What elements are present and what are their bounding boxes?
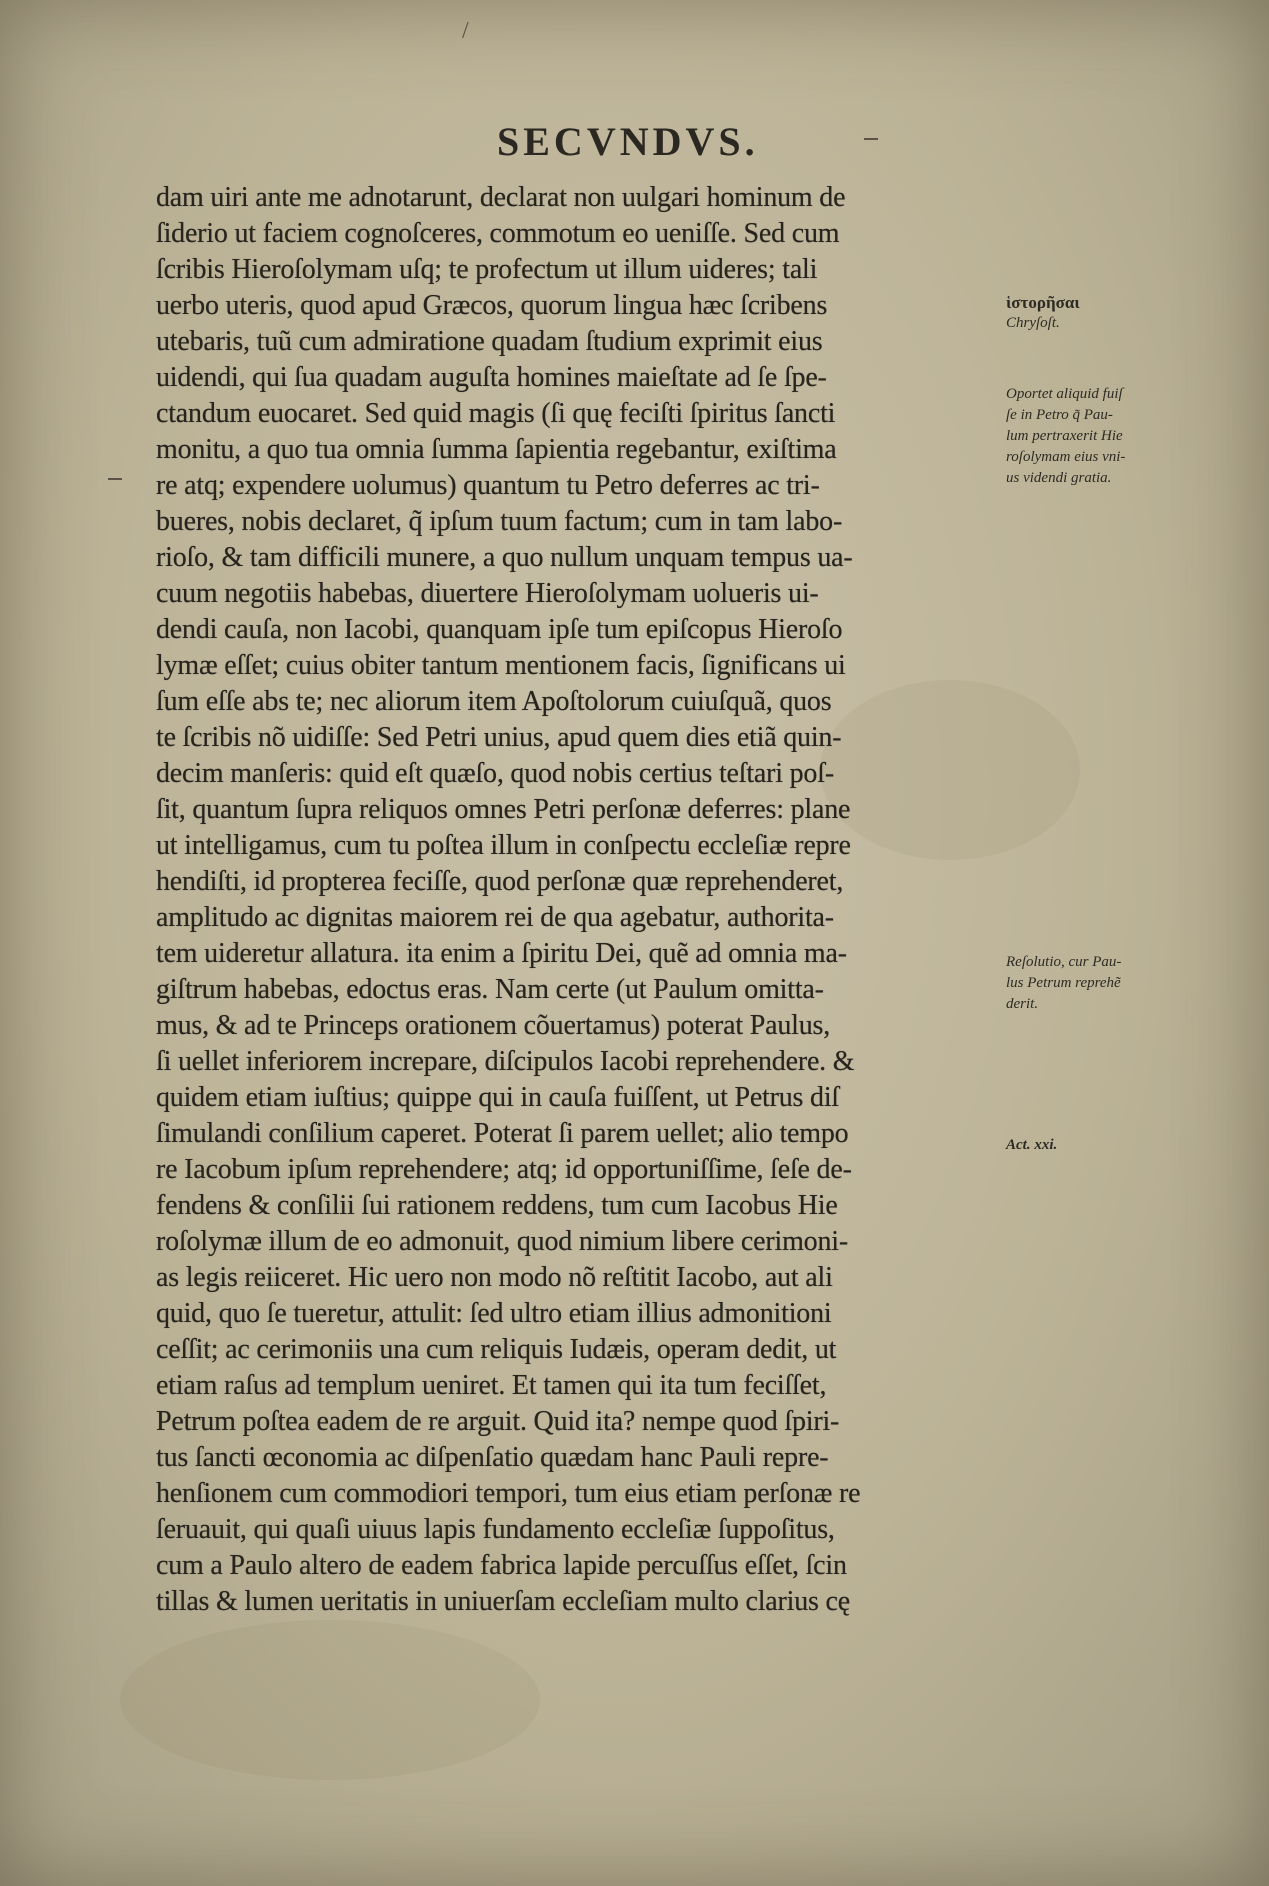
text-line: re atq; expendere uolumus) quantum tu Petro deferres ac tri- xyxy=(156,470,820,501)
text-line: roſolymæ illum de eo admonuit, quod nimium libere cerimoni- xyxy=(156,1226,848,1257)
running-head: SECVNDVS. xyxy=(497,119,759,164)
margin-note-line: ſe in Petro q̃ Pau- xyxy=(1006,407,1113,423)
text-line: ſeruauit, qui quaſi uiuus lapis fundamento eccleſiæ ſuppoſitus, xyxy=(156,1514,835,1545)
text-line: dam uiri ante me adnotarunt, declarat non uulgari hominum de xyxy=(156,182,846,213)
text-line: tus ſancti œconomia ac diſpenſatio quædam hanc Pauli repre- xyxy=(156,1442,829,1473)
margin-note-line: ἱστορῆσαι xyxy=(1006,293,1080,312)
margin-note-line: lum pertraxerit Hie xyxy=(1006,428,1123,444)
margin-note-line: lus Petrum reprehẽ xyxy=(1006,975,1121,991)
text-line: henſionem cum commodiori tempori, tum eius etiam perſonæ re xyxy=(156,1478,861,1509)
margin-note-oportet xyxy=(1006,384,1201,489)
margin-note-line: derit. xyxy=(1006,996,1039,1012)
text-line: bueres, nobis declaret, q̃ ipſum tuum factum; cum in tam labo- xyxy=(156,506,843,537)
text-line: decim manſeris: quid eſt quæſo, quod nobis certius teſtari poſ- xyxy=(156,758,834,789)
top-mark: / xyxy=(462,18,469,44)
text-line: monitu, a quo tua omnia ſumma ſapientia regebantur, exiſtima xyxy=(156,434,837,465)
text-line: cum a Paulo altero de eadem fabrica lapide percuſſus eſſet, ſcin xyxy=(156,1550,847,1581)
text-line: uidendi, qui ſua quadam auguſta homines maieſtate ad ſe ſpe- xyxy=(156,362,827,393)
text-line: ſcribis Hieroſolymam uſq; te profectum ut illum uideres; tali xyxy=(156,254,818,285)
margin-dash xyxy=(108,478,122,480)
text-line: etiam raſus ad templum ueniret. Et tamen qui ita tum feciſſet, xyxy=(156,1370,827,1401)
margin-note-resolutio xyxy=(1006,952,1201,1015)
text-line: fendens & conſilii ſui rationem reddens, tum cum Iacobus Hie xyxy=(156,1190,838,1221)
margin-note-act: Act. xxi. xyxy=(1006,1137,1058,1153)
text-line: lymæ eſſet; cuius obiter tantum mentionem facis, ſignificans ui xyxy=(156,650,846,681)
text-line: ſit, quantum ſupra reliquos omnes Petri perſonæ deferres: plane xyxy=(156,794,851,825)
margin-note-line: Reſolutio, cur Pau- xyxy=(1006,954,1122,970)
text-line: dendi cauſa, non Iacobi, quanquam ipſe tum epiſcopus Hieroſo xyxy=(156,614,843,645)
text-line: re Iacobum ipſum reprehendere; atq; id opportuniſſime, ſeſe de- xyxy=(156,1154,852,1185)
text-line: tem uideretur allatura. ita enim a ſpiritu Dei, quẽ ad omnia ma- xyxy=(156,938,847,969)
margin-note-greek xyxy=(1006,292,1201,334)
text-line: amplitudo ac dignitas maiorem rei de qua agebatur, authorita- xyxy=(156,902,834,933)
text-line: ſimulandi conſilium caperet. Poterat ſi parem uellet; alio tempo xyxy=(156,1118,849,1149)
text-line: ſi uellet inferiorem increpare, diſcipulos Iacobi reprehendere. & xyxy=(156,1046,855,1077)
text-line: ſiderio ut faciem cognoſceres, commotum eo ueniſſe. Sed cum xyxy=(156,218,840,249)
margin-dash xyxy=(864,138,878,140)
text-line: utebaris, tuũ cum admiratione quadam ſtudium exprimit eius xyxy=(156,326,823,357)
margin-note-line: Oportet aliquid fuiſ xyxy=(1006,386,1123,402)
text-line: uerbo uteris, quod apud Græcos, quorum lingua hæc ſcribens xyxy=(156,290,828,321)
text-line: rioſo, & tam difficili munere, a quo nullum unquam tempus ua- xyxy=(156,542,853,573)
text-line: hendiſti, id propterea feciſſe, quod perſonæ quæ reprehenderet, xyxy=(156,866,844,897)
margin-note-line: roſolymam eius vni- xyxy=(1006,449,1126,465)
text-line: as legis reiiceret. Hic uero non modo nõ reſtitit Iacobo, aut ali xyxy=(156,1262,833,1293)
margin-note-line: us videndi gratia. xyxy=(1006,470,1112,486)
text-line: quid, quo ſe tueretur, attulit: ſed ultro etiam illius admonitioni xyxy=(156,1298,832,1329)
text-line: ut intelligamus, cum tu poſtea illum in conſpectu eccleſiæ repre xyxy=(156,830,851,861)
paper-stain xyxy=(120,1620,540,1780)
text-line: mus, & ad te Princeps orationem cõuertamus) poterat Paulus, xyxy=(156,1010,831,1041)
text-line: ceſſit; ac cerimoniis una cum reliquis Iudæis, operam dedit, ut xyxy=(156,1334,837,1365)
text-line: ctandum euocaret. Sed quid magis (ſi quę feciſti ſpiritus ſancti xyxy=(156,398,836,429)
text-line: ſum eſſe abs te; nec aliorum item Apoſtolorum cuiuſquã, quos xyxy=(156,686,832,717)
text-line: cuum negotiis habebas, diuertere Hieroſolymam uolueris ui- xyxy=(156,578,819,609)
text-line: tillas & lumen ueritatis in uniuerſam eccleſiam multo clarius cę xyxy=(156,1586,850,1617)
text-line: quidem etiam iuſtius; quippe qui in cauſa fuiſſent, ut Petrus diſ xyxy=(156,1082,840,1113)
margin-note-line: Chryſoſt. xyxy=(1006,315,1060,331)
text-line: te ſcribis nõ uidiſſe: Sed Petri unius, apud quem dies etiã quin- xyxy=(156,722,842,753)
text-line: Petrum poſtea eadem de re arguit. Quid ita? nempe quod ſpiri- xyxy=(156,1406,840,1437)
body-text xyxy=(156,180,996,1620)
text-line: giſtrum habebas, edoctus eras. Nam certe (ut Paulum omitta- xyxy=(156,974,824,1005)
